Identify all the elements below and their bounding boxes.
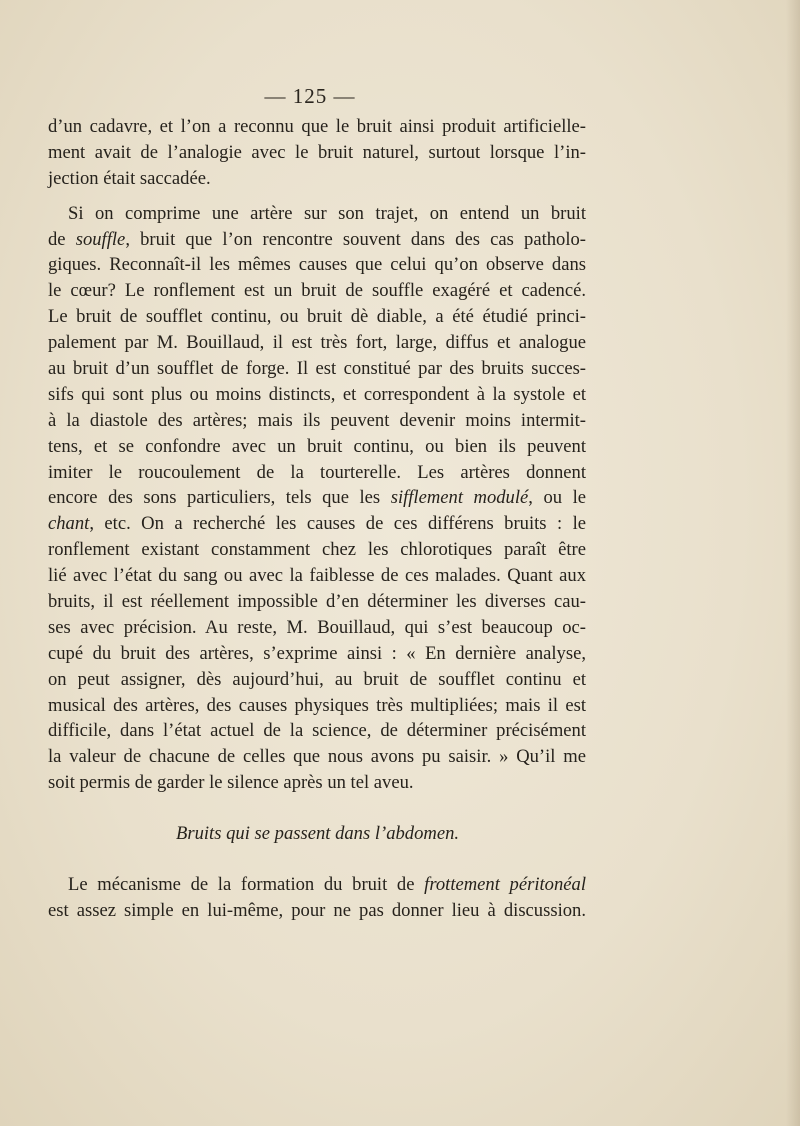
text-line: ment avait de l’analogie avec le bruit naturel, surtout lorsque l’in- xyxy=(48,141,586,163)
text-line: le cœur? Le ronflement est un bruit de souffle exagéré et cadencé. xyxy=(48,280,586,302)
text-line: imiter le roucoulement de la tourterelle. Les artères donnent xyxy=(48,461,586,483)
section-heading: Bruits qui se passent dans l’abdomen. xyxy=(176,823,460,845)
text-line: de souffle, bruit que l’on rencontre souvent dans des cas patholo- xyxy=(48,228,586,250)
emphasis: souffle xyxy=(75,228,126,250)
text-line: cupé du bruit des artères, s’exprime ainsi : « En dernière analyse, xyxy=(48,642,586,664)
text-line: est assez simple en lui-même, pour ne pas donner lieu à discussion. xyxy=(48,900,586,922)
text-line: palement par M. Bouillaud, il est très fort, large, diffus et analogue xyxy=(48,332,586,354)
text-line: d’un cadavre, et l’on a reconnu que le bruit ainsi produit artificielle- xyxy=(48,116,586,137)
emphasis: sifflement modulé xyxy=(390,487,529,509)
text-line: ronflement existant constamment chez les chlorotiques paraît être xyxy=(48,539,586,561)
page-edge-shadow xyxy=(786,0,800,1126)
text-line: sifs qui sont plus ou moins distincts, et correspondent à la systole et xyxy=(48,383,586,405)
body-text xyxy=(48,114,586,924)
emphasis: frottement péritonéal xyxy=(424,874,586,896)
text-line: à la diastole des artères; mais ils peuvent devenir moins intermit- xyxy=(48,409,586,431)
text-line: Le mécanisme de la formation du bruit de frottement péritonéal xyxy=(68,874,586,896)
text-line: lié avec l’état du sang ou avec la faiblesse de ces malades. Quant aux xyxy=(48,565,586,587)
text-line: jection était saccadée. xyxy=(48,167,211,189)
text-line: la valeur de chacune de celles que nous avons pu saisir. » Qu’il me xyxy=(48,746,586,768)
text-line: on peut assigner, dès aujourd’hui, au bruit de soufflet continu et xyxy=(48,668,586,690)
text-line: difficile, dans l’état actuel de la science, de déterminer précisément xyxy=(48,720,586,742)
text-line: giques. Reconnaît-il les mêmes causes que celui qu’on observe dans xyxy=(48,254,586,276)
text-line: Le bruit de soufflet continu, ou bruit dè diable, a été étudié princi- xyxy=(48,306,586,328)
page-number: — 125 — xyxy=(264,84,356,108)
text-line: soit permis de garder le silence après un tel aveu. xyxy=(48,772,414,794)
text-line: bruits, il est réellement impossible d’en déterminer les diverses cau- xyxy=(48,591,586,613)
text-line: au bruit d’un soufflet de forge. Il est constitué par des bruits succes- xyxy=(48,358,586,380)
text-line: musical des artères, des causes physiques très multipliées; mais il est xyxy=(48,694,586,716)
text-line: chant, etc. On a recherché les causes de ces différens bruits : le xyxy=(48,513,586,535)
text-line: tens, et se confondre avec un bruit continu, ou bien ils peuvent xyxy=(48,435,586,457)
emphasis: chant xyxy=(48,513,90,535)
text-line: Si on comprime une artère sur son trajet, on entend un bruit xyxy=(68,202,586,224)
text-line: encore des sons particuliers, tels que les sifflement modulé, ou le xyxy=(48,487,586,509)
text-line: ses avec précision. Au reste, M. Bouillaud, qui s’est beaucoup oc- xyxy=(48,616,586,638)
